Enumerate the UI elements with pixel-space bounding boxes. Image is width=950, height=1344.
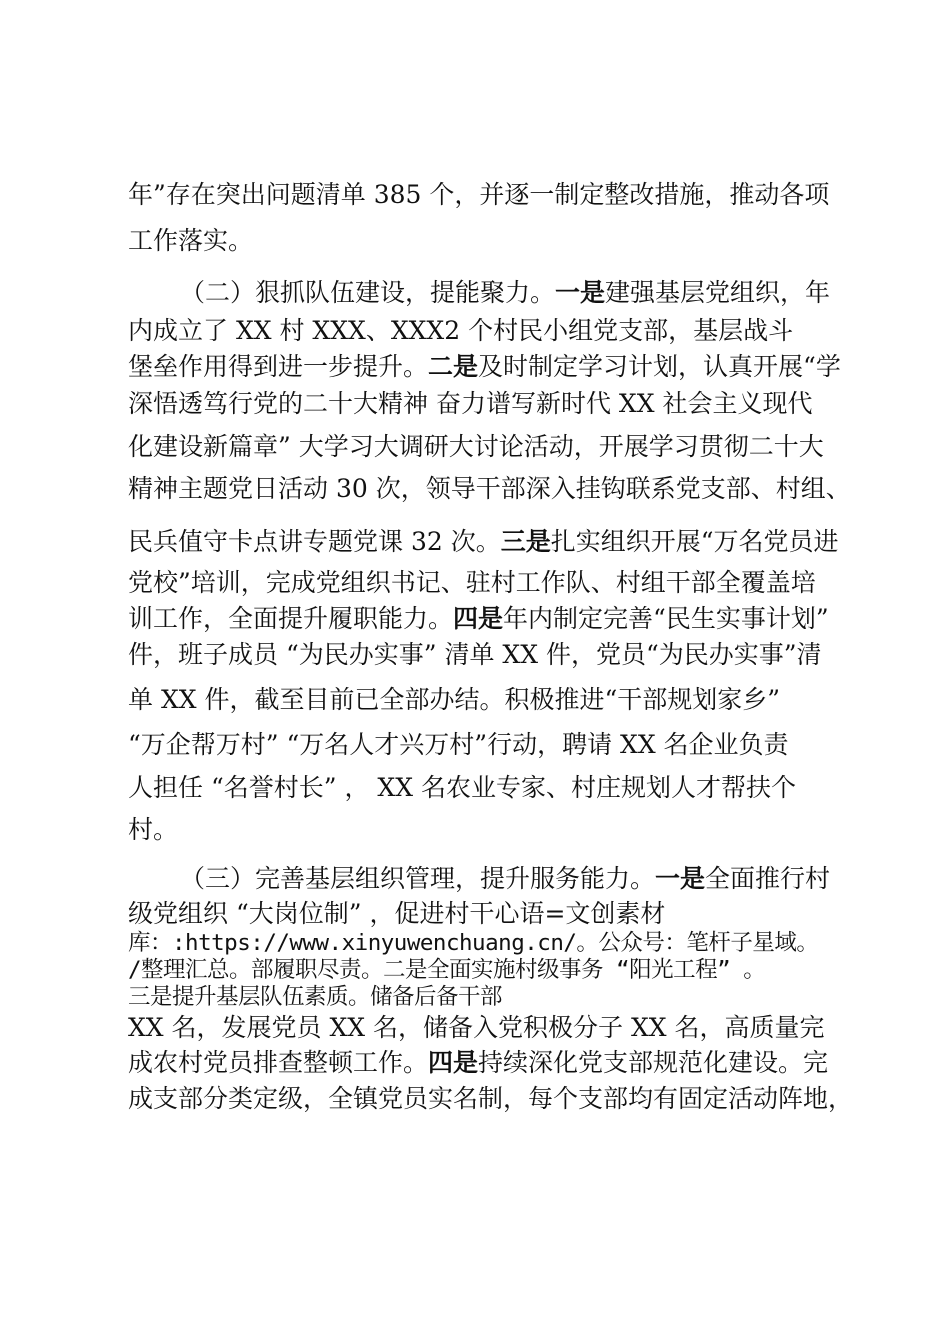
text-run: 级党组织 “大岗位制” ，促进村干心语=文创素材 — [128, 899, 666, 928]
text-run: 民兵值守卡点讲专题党课 32 次。 — [128, 527, 501, 556]
text-run: （三）完善基层组织管理，提升服务能力。 — [180, 864, 656, 893]
paragraph-line — [128, 815, 178, 845]
text-run: 堡垒作用得到进一步提升。 — [128, 352, 429, 381]
paragraph-line — [128, 685, 780, 715]
watermark-text-line — [128, 955, 765, 985]
text-run: 党校”培训，完成党组织书记、驻村工作队、村组干部全覆盖培 — [128, 568, 816, 597]
paragraph-line — [128, 180, 829, 210]
text-run: 化建设新篇章” 大学习大调研大讨论活动，开展学习贯彻二十大 — [128, 432, 824, 461]
paragraph-line — [128, 1048, 828, 1078]
bold-marker: 一是 — [555, 278, 606, 307]
text-run: 工作落实。 — [128, 226, 254, 255]
text-run: /整理汇总。部履职尽责。二是全面实施村级事务 “阳光工程” 。 — [128, 957, 766, 983]
paragraph-line — [128, 352, 841, 382]
section-heading-line — [180, 864, 830, 894]
bold-marker: 三是 — [500, 527, 551, 556]
section-heading-line — [180, 278, 830, 308]
paragraph-line — [128, 730, 789, 760]
paragraph-line — [128, 1013, 825, 1043]
text-run: 三是提升基层队伍素质。储备后备干部 — [128, 984, 503, 1010]
paragraph-line — [128, 474, 851, 504]
text-run: 成支部分类定级，全镇党员实名制，每个支部均有固定活动阵地， — [128, 1084, 854, 1113]
text-run: 精神主题党日活动 30 次，领导干部深入挂钩联系党支部、村组、 — [128, 474, 851, 503]
bold-marker: 四是 — [428, 1048, 479, 1077]
text-run: 深悟透笃行党的二十大精神 奋力谱写新时代 XX 社会主义现代 — [128, 389, 813, 418]
text-run: 单 XX 件，截至目前已全部办结。积极推进“干部规划家乡” — [128, 685, 781, 714]
text-run: 件，班子成员 “为民办实事” 清单 XX 件，党员“为民办实事”清 — [128, 640, 822, 669]
text-run: “万企帮万村” “万名人才兴万村”行动，聘请 XX 名企业负责 — [128, 730, 789, 759]
bold-marker: 二是 — [428, 352, 479, 381]
text-run: 内成立了 XX 村 XXX、XXX2 个村民小组党支部，基层战斗 — [128, 316, 794, 345]
text-run: XX 名，发展党员 XX 名，储备入党积极分子 XX 名，高质量完 — [128, 1013, 825, 1042]
text-run: 及时制定学习计划，认真开展“学 — [478, 352, 841, 381]
paragraph-line — [128, 640, 822, 670]
text-run: 全面推行村 — [705, 864, 831, 893]
text-run: 成农村党员排查整顿工作。 — [128, 1048, 429, 1077]
text-run: 扎实组织开展“万名党员进 — [550, 527, 839, 556]
paragraph-line — [128, 568, 816, 598]
paragraph-line — [128, 1084, 853, 1114]
text-run: （二）狠抓队伍建设，提能聚力。 — [180, 278, 556, 307]
text-run: 年”存在突出问题清单 385 个，并逐一制定整改措施，推动各项 — [128, 180, 830, 209]
paragraph-line — [128, 899, 665, 929]
text-run: 年内制定完善“民生实事计划” — [503, 604, 829, 633]
paragraph-line — [128, 432, 824, 462]
bold-marker: 四是 — [453, 604, 504, 633]
watermark-text-line — [128, 928, 818, 958]
text-run: 人担任 “名誉村长” ， XX 名农业专家、村庄规划人才帮扶个 — [128, 773, 796, 802]
bold-marker: 一是 — [655, 864, 706, 893]
text-run: 村。 — [128, 815, 179, 844]
text-run: 持续深化党支部规范化建设。完 — [478, 1048, 829, 1077]
text-run: 建强基层党组织，年 — [605, 278, 831, 307]
paragraph-line — [128, 226, 253, 256]
text-run: 训工作，全面提升履职能力。 — [128, 604, 454, 633]
paragraph-line — [128, 316, 793, 346]
paragraph-line — [128, 527, 839, 557]
paragraph-line — [128, 773, 796, 803]
paragraph-line — [128, 604, 829, 634]
paragraph-line — [128, 389, 812, 419]
text-run: 库：:https://www.xinyuwenchuang.cn/。公众号：笔杆子星域。 — [128, 930, 819, 956]
watermark-text-line — [128, 982, 502, 1012]
